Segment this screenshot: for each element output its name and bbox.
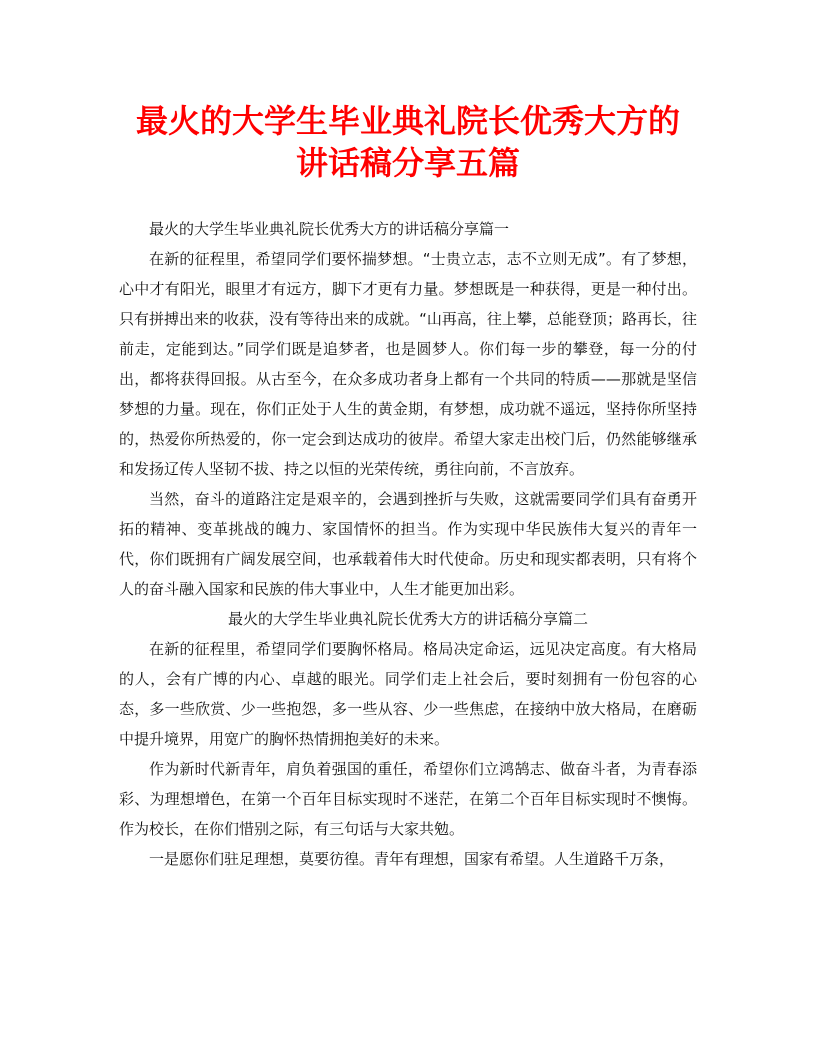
section-1-paragraph-2: 当然，奋斗的道路注定是艰辛的，会遇到挫折与失败，这就需要同学们具有奋勇开拓的精神、变革挑战的魄力、家国情怀的担当。作为实现中华民族伟大复兴的青年一代，你们既拥有广阔发展空间，也承载着伟大时代使命。历史和现实都表明，只有将个人的奋斗融入国家和民族的伟大事业中，人生才能更加出彩。 [119,490,697,598]
section-2-paragraph-1: 在新的征程里，希望同学们要胸怀格局。格局决定命运，远见决定高度。有大格局的人，会有广博的内心、卓越的眼光。同学们走上社会后，要时刻拥有一份包容的心态，多一些欣赏、少一些抱怨，多一些从容、少一些焦虑，在接纳中放大格局，在磨砺中提升境界，用宽广的胸怀热情拥抱美好的未来。 [119,640,697,748]
document-title-line-1: 最火的大学生毕业典礼院长优秀大方的 [135,102,680,140]
section-1-paragraph-1: 在新的征程里，希望同学们要怀揣梦想。“士贵立志，志不立则无成”。有了梦想，心中才有阳光，眼里才有远方，脚下才更有力量。梦想既是一种获得，更是一种付出。只有拼搏出来的收获，没有等待出来的成就。“山再高，往上攀，总能登顶；路再长，往前走，定能到达。”同学们既是追梦者，也是圆梦人。你们每一步的攀登，每一分的付出，都将获得回报。从古至今，在众多成功者身上都有一个共同的特质——那就是坚信梦想的力量。现在，你们正处于人生的黄金期，有梦想，成功就不遥远，坚持你所坚持的，热爱你所热爱的，你一定会到达成功的彼岸。希望大家走出校门后，仍然能够继承和发扬辽传人坚韧不拔、持之以恒的光荣传统，勇往向前，不言放弃。 [119,250,697,478]
section-2-heading: 最火的大学生毕业典礼院长优秀大方的讲话稿分享篇二 [227,610,588,628]
document-body [119,214,697,874]
document-title-line-2: 讲话稿分享五篇 [295,144,520,182]
document-title [100,100,716,184]
section-2-paragraph-2: 作为新时代新青年，肩负着强国的重任，希望你们立鸿鹄志、做奋斗者，为青春添彩、为理想增色，在第一个百年目标实现时不迷茫，在第二个百年目标实现时不懊悔。作为校长，在你们惜别之际，有三句话与大家共勉。 [119,760,697,838]
section-1-heading: 最火的大学生毕业典礼院长优秀大方的讲话稿分享篇一 [149,220,510,238]
section-2-paragraph-3: 一是愿你们驻足理想，莫要彷徨。青年有理想，国家有希望。人生道路千万条， [149,850,675,868]
